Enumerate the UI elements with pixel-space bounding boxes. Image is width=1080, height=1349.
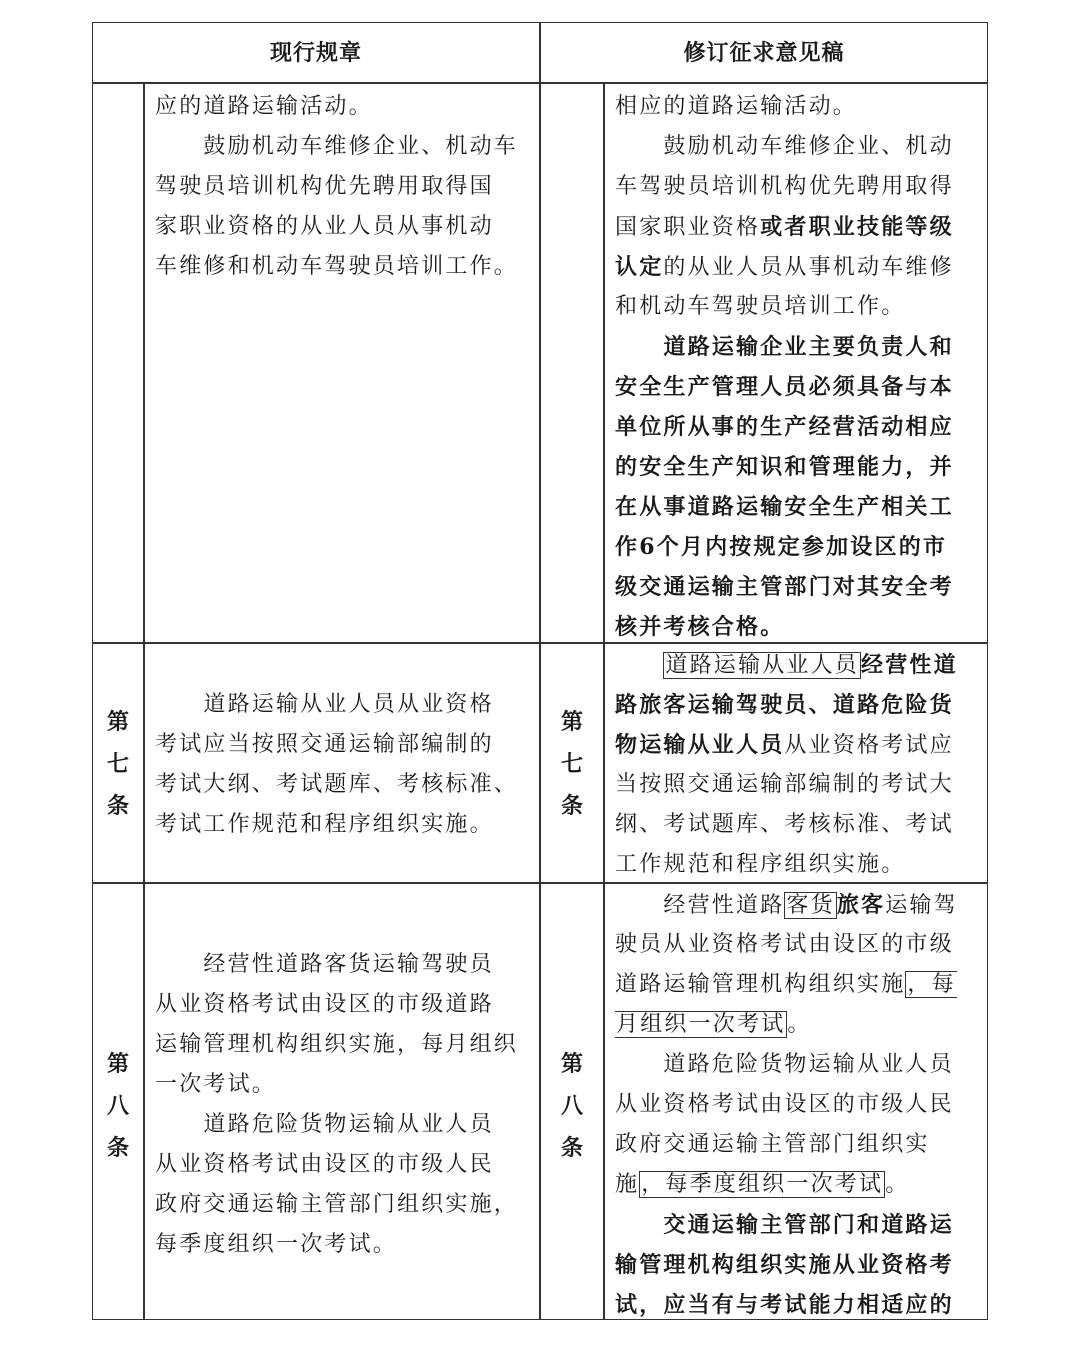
article-label-8-revised: 第 八 条 [560,1051,583,1161]
added-text: 道路运输企业主要负责人和 [615,334,954,360]
added-text: 认定 [615,254,664,280]
added-text: 旅客 [836,892,886,918]
article-label-7-current: 第 七 条 [106,709,129,819]
column-divider [143,83,145,1319]
deleted-text-box: 月组织一次考试 [616,1012,786,1037]
row1-current-text: 应的道路运输活动。 鼓励机动车维修企业、机动车 驾驶员培训机构优先聘用取得国 家职业资格的从业人员从事机动 车维修和机动车驾驶员培训工作。 [155,94,519,279]
row3-revised-text: 经营性道路客货旅客运输驾 驶员从业资格考试由设区的市级 道路运输管理机构组织实施，每 月组织一次考试。 道路危险货物运输从业人员 从业资格考试由设区的市级人民 政府交通运输主管部门组织实 施，每季度组织一次考试。 交通运输主管部门和道路运 输管理机构组织实施从业资格考 试，应当有与考试能力相适应的 [615,892,958,1318]
added-text: 经营性道 [861,652,958,678]
article-label-7-revised: 第 七 条 [560,709,583,819]
deleted-text-box: 客货 [786,893,835,918]
row3-current-text: 经营性道路客货运输驾驶员 从业资格考试由设区的市级道路 运输管理机构组织实施，每月组织 一次考试。 道路危险货物运输从业人员 从业资格考试由设区的市级人民 政府交通运输主管部门组织实施， 每季度组织一次考试。 [155,952,519,1257]
added-text: 交通运输主管部门和道路运 [615,1212,954,1238]
header-revised-draft: 修订征求意见稿 [683,40,845,66]
row2-revised-text: 道路运输从业人员经营性道 路旅客运输驾驶员、道路危险货 物运输从业人员从业资格考试应 当按照交通运输部编制的考试大 纲、考试题库、考核标准、考试 工作规范和程序组织实施。 [615,652,958,877]
row2-current-text: 道路运输从业人员从业资格 考试应当按照交通运输部编制的 考试大纲、考试题库、考核标准、 考试工作规范和程序组织实施。 [155,692,519,837]
article-label-8-current: 第 八 条 [106,1051,129,1161]
deleted-text-box: ，每 [907,972,956,997]
comparison-table [92,22,988,1320]
deleted-text-box: 道路运输从业人员 [665,653,860,678]
deleted-text-box: ，每季度组织一次考试 [641,1172,884,1197]
row1-revised-text: 相应的道路运输活动。 鼓励机动车维修企业、机动 车驾驶员培训机构优先聘用取得 国家职业资格或者职业技能等级 认定的从业人员从事机动车维修 和机动车驾驶员培训工作。 道路运输企业主要负责人和 安全生产管理人员必须具备与本 单位所从事的生产经营活动相应 的安全生产知识和管理能力，并 在从事道路运输安全生产相关工 作6个月内按规定参加设区的市 级交通运输主管部门对其安全考 核并考核合格。 [615,94,954,640]
column-divider [603,83,605,1319]
header-current-rules: 现行规章 [269,40,362,66]
added-text: 或者职业技能等级 [760,214,954,240]
